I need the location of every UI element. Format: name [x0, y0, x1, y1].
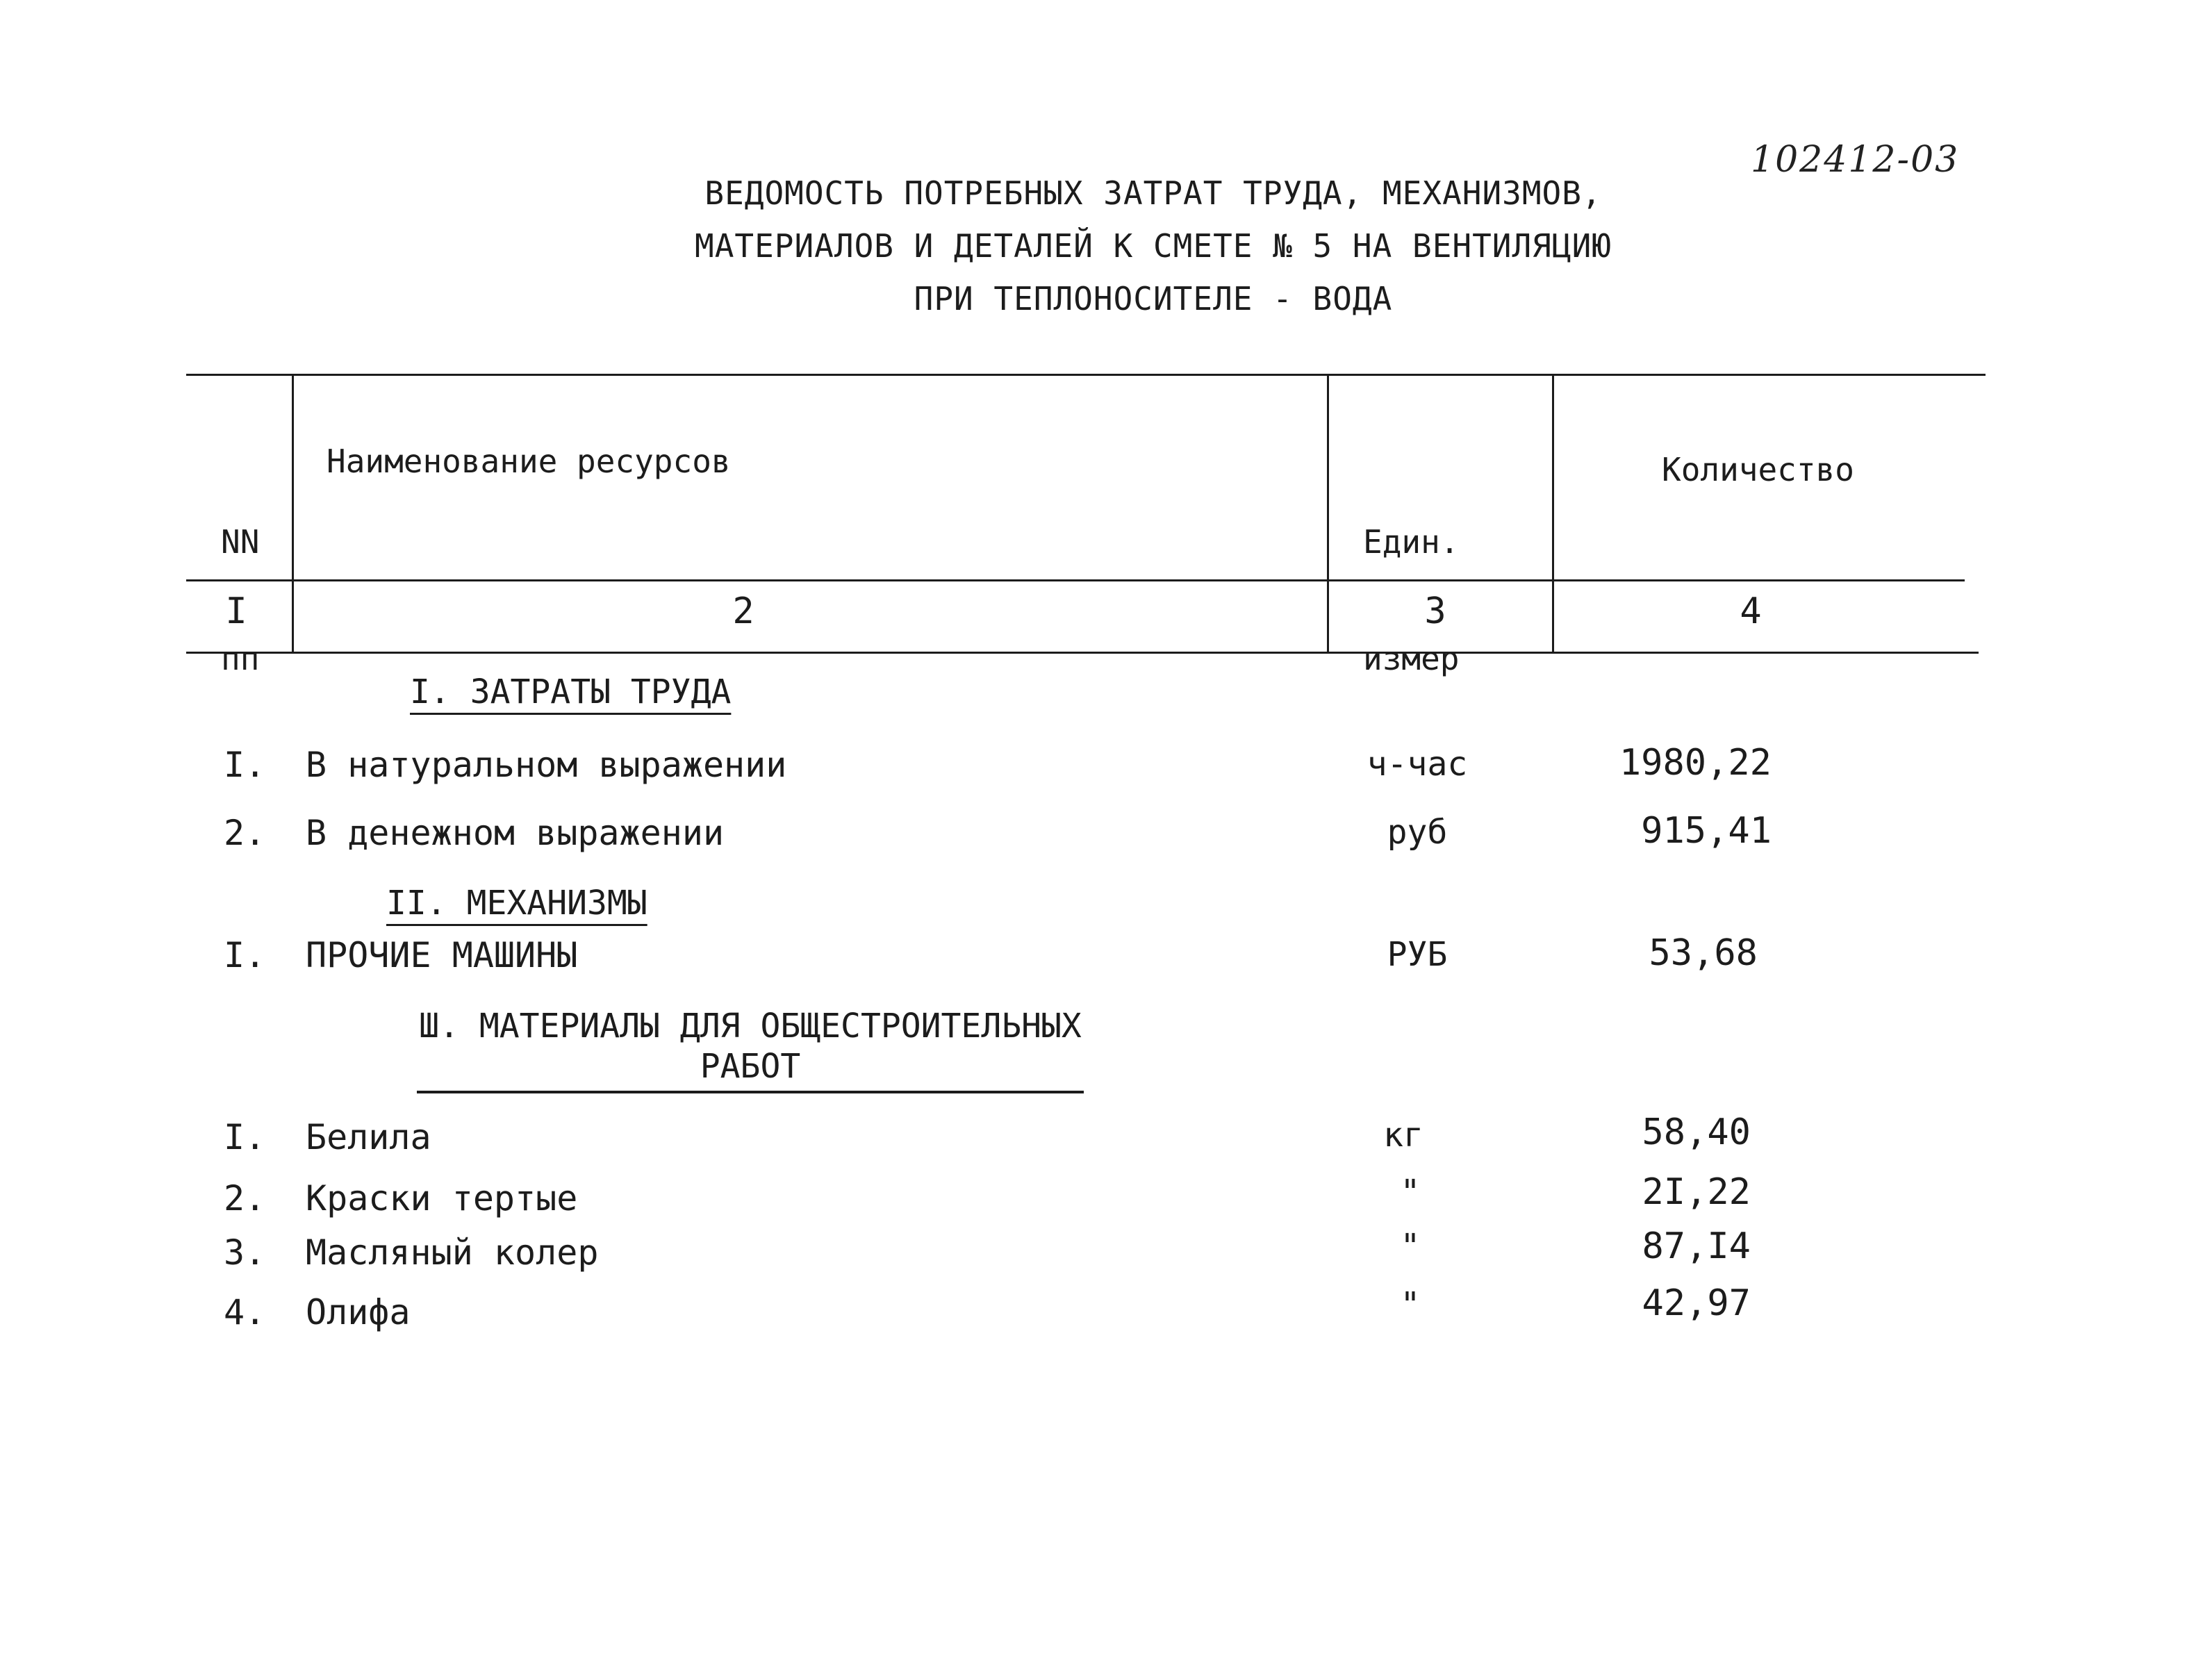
row-number: 4.	[224, 1292, 266, 1332]
row-unit: "	[1400, 1173, 1421, 1212]
row-number: 2.	[224, 1178, 266, 1218]
table-bottom-rule	[186, 652, 1979, 654]
section-materials-title	[417, 1006, 1084, 1093]
row-unit: кг	[1383, 1116, 1423, 1155]
header-col-unit-line2: измер	[1363, 640, 1460, 677]
header-col-number-line1: NN	[221, 523, 260, 561]
row-name: В денежном выражении	[306, 813, 725, 853]
row-name: Масляный колер	[306, 1232, 599, 1273]
row-quantity: 87,I4	[1642, 1225, 1751, 1267]
document-title	[389, 167, 1917, 325]
row-quantity: 2I,22	[1642, 1171, 1751, 1213]
row-number: I.	[224, 745, 266, 785]
row-unit: "	[1400, 1227, 1421, 1266]
row-name: Белила	[306, 1117, 431, 1157]
table-top-rule	[186, 374, 1986, 376]
row-unit: руб	[1387, 813, 1448, 852]
row-quantity: 1980,22	[1619, 742, 1772, 784]
title-line-3: ПРИ ТЕПЛОНОСИТЕЛЕ - ВОДА	[914, 280, 1393, 317]
section-materials-title-line1: Ш. МАТЕРИАЛЫ ДЛЯ ОБЩЕСТРОИТЕЛЬНЫХ	[419, 1007, 1082, 1046]
row-name: ПРОЧИЕ МАШИНЫ	[306, 935, 578, 975]
row-quantity: 915,41	[1641, 810, 1772, 852]
row-number: 3.	[224, 1232, 266, 1273]
column-divider-2	[1327, 375, 1329, 653]
header-col-unit-line1: Един.	[1363, 523, 1460, 561]
title-line-2: МАТЕРИАЛОВ И ДЕТАЛЕЙ К СМЕТЕ № 5 НА ВЕНТИЛЯЦИЮ	[695, 227, 1612, 265]
col-number-4: 4	[1740, 590, 1762, 632]
row-number: 2.	[224, 813, 266, 853]
document-code: 102412-03	[1751, 139, 1960, 181]
col-number-1: I	[225, 590, 247, 632]
header-col-name: Наименование ресурсов	[327, 443, 731, 480]
table-mid-rule	[186, 579, 1965, 581]
title-line-1: ВЕДОМОСТЬ ПОТРЕБНЫХ ЗАТРАТ ТРУДА, МЕХАНИЗМОВ,	[704, 174, 1602, 212]
section-labor-title: I. ЗАТРАТЫ ТРУДА	[410, 672, 732, 711]
row-unit: "	[1400, 1285, 1421, 1324]
row-name: Олифа	[306, 1292, 411, 1332]
row-name: Краски тертые	[306, 1178, 578, 1218]
col-number-3: 3	[1424, 590, 1446, 632]
column-divider-3	[1552, 375, 1554, 653]
row-quantity: 53,68	[1649, 932, 1758, 974]
header-col-number-line2: пп	[221, 640, 260, 677]
row-number: I.	[224, 1117, 266, 1157]
row-name: В натуральном выражении	[306, 745, 787, 785]
row-quantity: 42,97	[1642, 1282, 1751, 1324]
row-unit: РУБ	[1387, 935, 1448, 974]
row-unit: ч-час	[1367, 745, 1468, 784]
col-number-2: 2	[732, 590, 754, 632]
section-materials-title-line2: РАБОТ	[700, 1047, 801, 1086]
row-number: I.	[224, 935, 266, 975]
section-machinery-title: II. МЕХАНИЗМЫ	[386, 884, 647, 923]
header-col-quantity: Количество	[1662, 451, 1854, 488]
row-quantity: 58,40	[1642, 1112, 1751, 1153]
